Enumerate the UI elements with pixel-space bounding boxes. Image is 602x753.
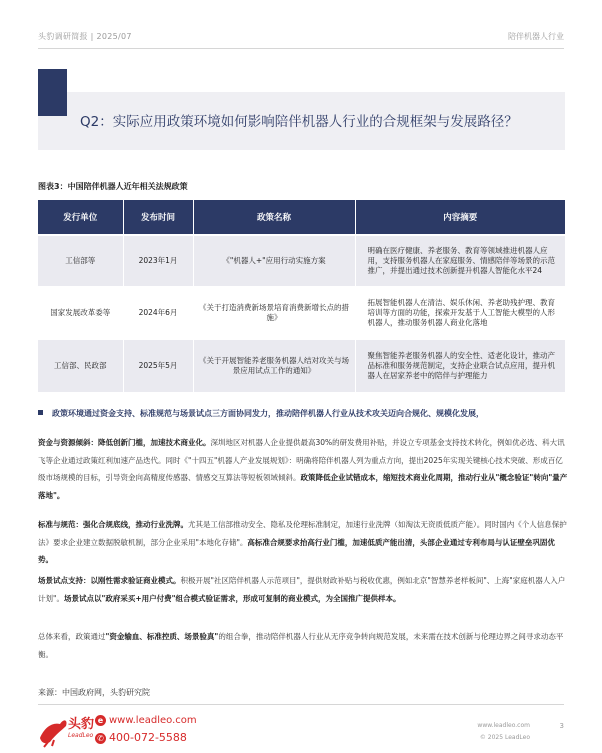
policy-name-cell: 《"机器人+"应用行动实施方案 [193,235,355,287]
column-header-summary: 内容摘要 [355,200,565,235]
paragraph-heading: 资金与资源倾斜：降低创新门槛，加速技术商业化。 [38,438,211,447]
column-header-issuer: 发行单位 [38,200,123,235]
column-header-policy-name: 政策名称 [193,200,355,235]
summary-cell: 明确在医疗健康、养老服务、教育等领域推进机器人应用，支持服务机器人在家庭服务、情感陪伴等场景的示范推广，并提出通过技术创新提升机器人智能化水平24 [355,235,565,287]
paragraph-text: 的组合拳，推动陪伴机器人行业从无序竞争转向规范发展，未来需在技术创新与伦理边界之间寻求动态平衡。 [38,632,564,659]
paragraph-conclusion: 场景试点以"政府采买+用户付费"组合模式验证需求，形成可复制的商业模式，为全国推广提供样本。 [63,593,401,603]
policy-name-cell: 《关于开展智能养老服务机器人结对攻关与场景应用试点工作的通知》 [193,339,355,392]
paragraph-heading: 场景试点支持：以刚性需求验证商业模式。 [38,576,181,585]
table-header-row [38,200,565,235]
industry-label: 陪伴机器人行业 [508,32,564,41]
brand-name: 头豹 [68,717,95,732]
website-text: www.leadleo.com [109,715,197,726]
paragraph-body: 尤其是工信部推动安全、隐私及伦理标准制定，加速行业洗牌（如淘汰无资质低质产能）。同时国内《个人信息保护法》要求企业建立数据脱敏机制，部分企业采用"本地化存储"。 [38,520,567,547]
issuer-cell: 工信部、民政部 [38,339,123,392]
paragraph-pilots [38,572,568,607]
phone-icon: ✆ [95,733,106,744]
date-cell: 2024年6月 [123,287,193,339]
summary-cell: 聚焦智能养老服务机器人的安全性、适老化设计，推动产品标准和服务规范制定，支持企业联合试点应用，提升机器人在居家养老中的陪伴与护理能力 [355,339,565,392]
table-row [38,287,565,339]
figure-title: 图表3：中国陪伴机器人近年相关法规政策 [38,182,188,191]
policy-name-cell: 《关于打造消费新场景培育消费新增长点的措施》 [193,287,355,339]
lead-statement [38,408,568,419]
phone-number[interactable] [95,731,187,744]
issuer-cell: 工信部等 [38,235,123,287]
report-header: 头豹调研简报 | 2025/07 [38,32,132,41]
paragraph-funding [38,434,568,504]
page-number: 3 [559,722,564,730]
paragraph-standards [38,516,568,569]
question-accent-block [38,69,67,116]
web-icon: e [95,715,106,726]
paragraph-conclusion: 高标准合规要求抬高行业门槛，加速低质产能出清，头部企业通过专利布局与认证壁垒巩固优势。 [38,537,555,564]
paragraph-body: 深圳地区对机器人企业提供最高30%的研发费用补贴，并设立专项基金支持技术转化，例如优必选、科大讯飞等企业通过政策红利加速产品迭代。同时《"十四五"机器人产业发展规划》：明确将陪伴机器人列为重点方向，提出2025年实现关键核心技术突破、形成百亿级市场规模的目标，引导资金向高精度传感器、情感交互算法等短板领域倾斜。 [38,438,565,482]
brand-name-en: LeadLeo [68,732,94,739]
copyright: © 2025 LeadLeo [479,734,530,741]
table-row [38,339,565,392]
paragraph-heading: 标准与规范：强化合规底线，推动行业洗牌。 [38,520,188,529]
paragraph-emphasis: "资金输血、标准控质、场景验真" [105,632,219,641]
lead-text: 政策环境通过资金支持、标准规范与场景试点三方面协同发力，推动陪伴机器人行业从技术攻关迈向合规化、规模化发展， [52,409,484,418]
paragraph-conclusion: 政策降低企业试错成本，缩短技术商业化周期，推动行业从"概念验证"转向"量产落地"。 [38,473,568,500]
source-note: 来源：中国政府网，头豹研究院 [38,688,150,697]
paragraph-body: 积极开展"社区陪伴机器人示范项目"，提供财政补贴与税收优惠，例如北京"智慧养老样板间"、上海"家庭机器人入户计划"。 [38,576,566,603]
question-title: Q2：实际应用政策环境如何影响陪伴机器人行业的合规框架与发展路径？ [80,114,518,130]
website-link[interactable] [95,715,197,726]
date-cell: 2025年5月 [123,339,193,392]
policy-table [38,200,565,392]
bullet-square-icon [38,410,43,415]
table-row [38,235,565,287]
date-cell: 2023年1月 [123,235,193,287]
paragraph-text: 总体来看，政策通过 [38,632,106,641]
summary-cell: 拓展智能机器人在清洁、娱乐休闲、养老助残护理、教育培训等方面的功能，探索开发基于人工智能大模型的人形机器人，推动服务机器人商业化落地 [355,287,565,339]
footer-divider [38,704,564,705]
paragraph-summary [38,628,568,663]
footer-website: www.leadleo.com [477,722,530,729]
column-header-date: 发布时间 [123,200,193,235]
issuer-cell: 国家发展改革委等 [38,287,123,339]
phone-text: 400-072-5588 [109,731,187,744]
header-divider [38,48,564,49]
